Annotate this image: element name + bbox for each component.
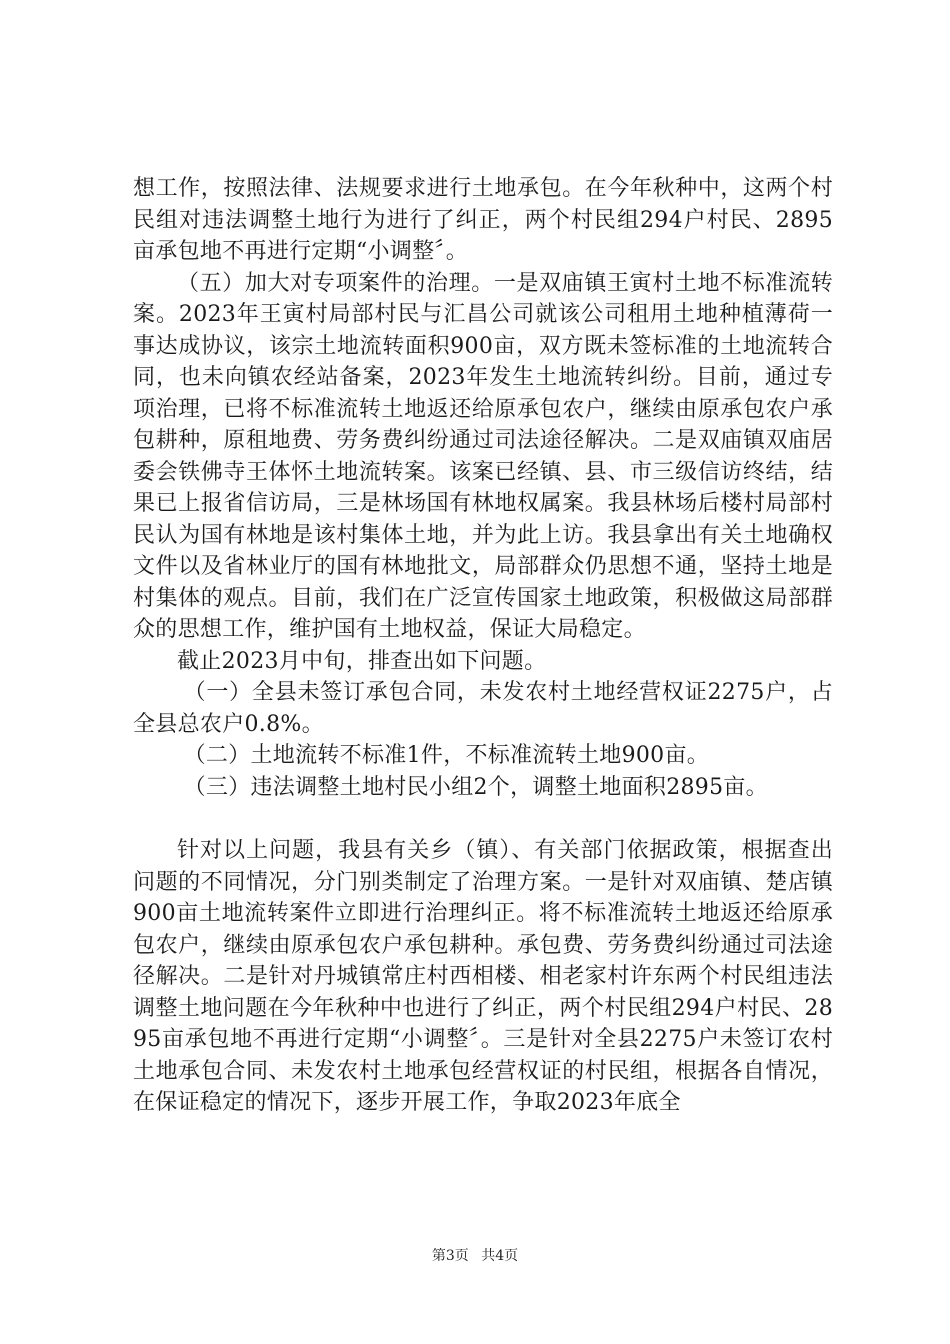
page-number: 第3页 [431,1248,469,1264]
page-total: 共4页 [481,1248,519,1264]
paragraph-remediation: 针对以上问题，我县有关乡（镇）、有关部门依据政策，根据查出问题的不同情况，分门别类制定了治理方案。一是针对双庙镇、楚店镇900亩土地流转案件立即进行治理纠正。将不标准流转土地返还给原承包农户，继续由原承包农户承包耕种。承包费、劳务费纠纷通过司法途径解决。二是针对丹城镇常庄村西相楼、相老家村许东两个村民组违法调整土地问题在今年秋种中也进行了纠正，两个村民组294户村民、2895亩承包地不再进行定期“小调整〞。三是针对全县2275户未签订农村土地承包合同、未发农村土地承包经营权证的村民组，根据各自情况，在保证稳定的情况下，逐步开展工作，争取2023年底全 [133,838,833,1115]
list-item-problem-2: （二）土地流转不标准1件，不标准流转土地900亩。 [183,743,710,768]
paragraph-continuation: 想工作，按照法律、法规要求进行土地承包。在今年秋种中，这两个村民组对违法调整土地行为进行了纠正，两个村民组294户村民、2895亩承包地不再进行定期“小调整〞。 [133,176,833,264]
list-item-problem-3: （三）违法调整土地村民小组2个，调整土地面积2895亩。 [183,774,768,800]
page-footer [0,1245,950,1265]
list-item-problem-1: （一）全县未签订承包合同，未发农村土地经营权证2275户，占全县总农户0.8%。 [133,680,833,737]
paragraph-special-cases: （五）加大对专项案件的治理。一是双庙镇王寅村土地不标准流转案。2023年王寅村局部村民与汇昌公司就该公司租用土地种植薄荷一事达成协议，该宗土地流转面积900亩，双方既未签标准的土地流转合同，也未向镇农经站备案，2023年发生土地流转纠纷。目前，通过专项治理，已将不标准流转土地返还给原承包农户，继续由原承包农户承包耕种，原租地费、劳务费纠纷通过司法途径解决。二是双庙镇双庙居委会铁佛寺王体怀土地流转案。该案已经镇、县、市三级信访终结，结果已上报省信访局，三是林场国有林地权属案。我县林场后楼村局部村民认为国有林地是该村集体土地，并为此上访。我县拿出有关土地确权文件以及省林业厅的国有林地批文，局部群众仍思想不通，坚持土地是村集体的观点。目前，我们在广泛宣传国家土地政策，积极做这局部群众的思想工作，维护国有土地权益，保证大局稳定。 [133,270,833,642]
paragraph-summary-intro: 截止2023月中旬，排查出如下问题。 [177,648,547,674]
document-body [133,173,833,1119]
